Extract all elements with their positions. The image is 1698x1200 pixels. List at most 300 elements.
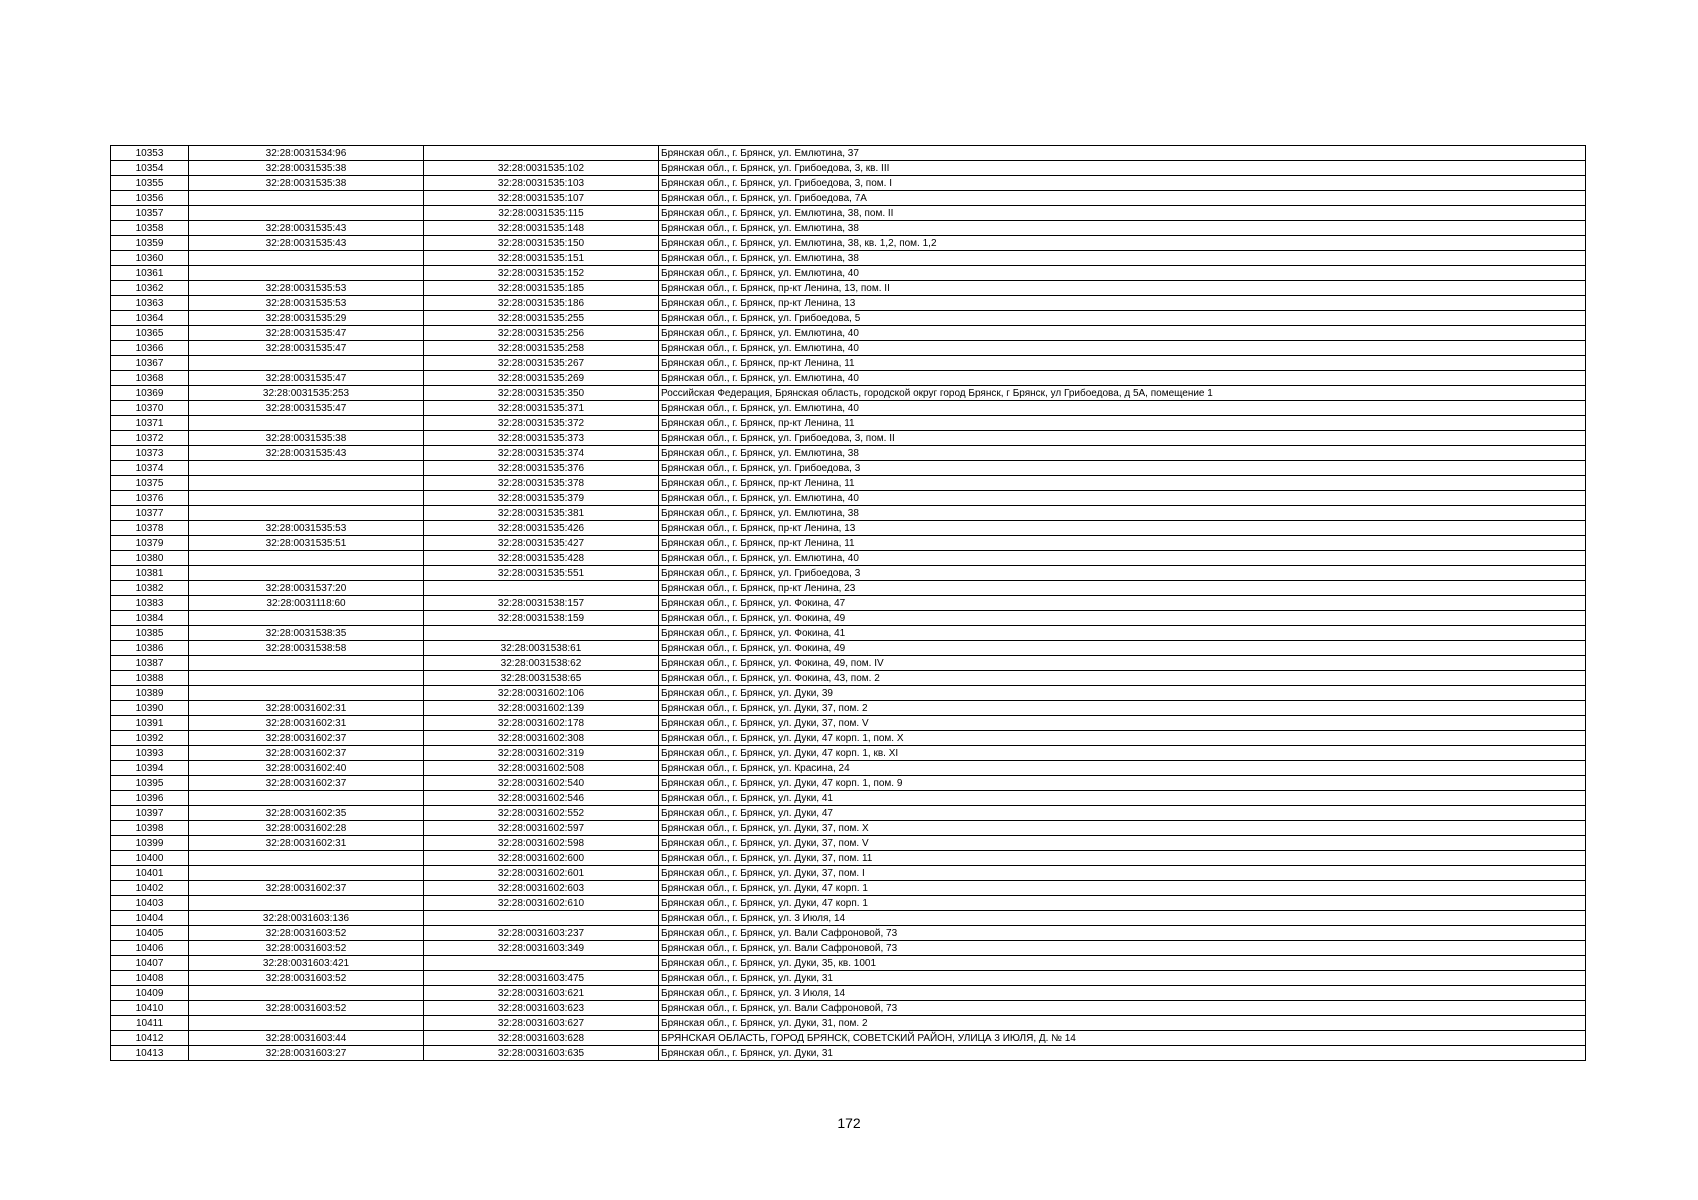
row-number-cell: 10356: [111, 191, 189, 206]
address-cell: Брянская обл., г. Брянск, ул. Емлютина, 38: [659, 446, 1586, 461]
object-cadastral-number-cell: 32:28:0031535:186: [424, 296, 659, 311]
object-cadastral-number-cell: 32:28:0031603:623: [424, 1001, 659, 1016]
object-cadastral-number-cell: 32:28:0031602:552: [424, 806, 659, 821]
address-cell: Брянская обл., г. Брянск, ул. Емлютина, 40: [659, 491, 1586, 506]
table-row: [111, 491, 1586, 506]
row-number-cell: 10359: [111, 236, 189, 251]
table-row: [111, 731, 1586, 746]
row-number-cell: 10382: [111, 581, 189, 596]
object-cadastral-number-cell: 32:28:0031538:159: [424, 611, 659, 626]
table-row: [111, 896, 1586, 911]
object-cadastral-number-cell: 32:28:0031535:428: [424, 551, 659, 566]
land-cadastral-number-cell: 32:28:0031602:35: [189, 806, 424, 821]
row-number-cell: 10376: [111, 491, 189, 506]
object-cadastral-number-cell: 32:28:0031603:621: [424, 986, 659, 1001]
row-number-cell: 10364: [111, 311, 189, 326]
row-number-cell: 10387: [111, 656, 189, 671]
land-cadastral-number-cell: 32:28:0031603:27: [189, 1046, 424, 1061]
row-number-cell: 10400: [111, 851, 189, 866]
land-cadastral-number-cell: 32:28:0031535:38: [189, 431, 424, 446]
table-row: [111, 446, 1586, 461]
object-cadastral-number-cell: 32:28:0031602:603: [424, 881, 659, 896]
row-number-cell: 10360: [111, 251, 189, 266]
address-cell: Брянская обл., г. Брянск, ул. Грибоедова, 3, пом. II: [659, 431, 1586, 446]
land-cadastral-number-cell: 32:28:0031535:53: [189, 281, 424, 296]
row-number-cell: 10384: [111, 611, 189, 626]
land-cadastral-number-cell: [189, 1016, 424, 1031]
land-cadastral-number-cell: 32:28:0031534:96: [189, 146, 424, 161]
table-row: [111, 296, 1586, 311]
object-cadastral-number-cell: 32:28:0031535:374: [424, 446, 659, 461]
row-number-cell: 10394: [111, 761, 189, 776]
table-row: [111, 596, 1586, 611]
land-cadastral-number-cell: 32:28:0031535:43: [189, 221, 424, 236]
row-number-cell: 10412: [111, 1031, 189, 1046]
row-number-cell: 10357: [111, 206, 189, 221]
row-number-cell: 10373: [111, 446, 189, 461]
land-cadastral-number-cell: [189, 866, 424, 881]
land-cadastral-number-cell: [189, 551, 424, 566]
address-cell: Брянская обл., г. Брянск, ул. Грибоедова, 3, пом. I: [659, 176, 1586, 191]
land-cadastral-number-cell: 32:28:0031538:58: [189, 641, 424, 656]
land-cadastral-number-cell: 32:28:0031538:35: [189, 626, 424, 641]
object-cadastral-number-cell: [424, 581, 659, 596]
address-cell: Российская Федерация, Брянская область, городской округ город Брянск, г Брянск, ул Грибоедова, д 5А, помещение 1: [659, 386, 1586, 401]
land-cadastral-number-cell: [189, 206, 424, 221]
table-row: [111, 581, 1586, 596]
land-cadastral-number-cell: [189, 566, 424, 581]
object-cadastral-number-cell: [424, 146, 659, 161]
address-cell: Брянская обл., г. Брянск, ул. Дуки, 37, пом. 11: [659, 851, 1586, 866]
object-cadastral-number-cell: 32:28:0031535:103: [424, 176, 659, 191]
table-row: [111, 956, 1586, 971]
table-row: [111, 911, 1586, 926]
table-row: [111, 626, 1586, 641]
row-number-cell: 10406: [111, 941, 189, 956]
table-row: [111, 776, 1586, 791]
table-row: [111, 881, 1586, 896]
land-cadastral-number-cell: 32:28:0031535:47: [189, 341, 424, 356]
land-cadastral-number-cell: 32:28:0031535:38: [189, 176, 424, 191]
object-cadastral-number-cell: [424, 911, 659, 926]
land-cadastral-number-cell: [189, 671, 424, 686]
object-cadastral-number-cell: 32:28:0031535:150: [424, 236, 659, 251]
object-cadastral-number-cell: 32:28:0031535:551: [424, 566, 659, 581]
table-row: [111, 476, 1586, 491]
row-number-cell: 10390: [111, 701, 189, 716]
land-cadastral-number-cell: 32:28:0031535:47: [189, 401, 424, 416]
object-cadastral-number-cell: 32:28:0031535:378: [424, 476, 659, 491]
object-cadastral-number-cell: 32:28:0031602:319: [424, 746, 659, 761]
table-row: [111, 401, 1586, 416]
land-cadastral-number-cell: 32:28:0031603:421: [189, 956, 424, 971]
row-number-cell: 10358: [111, 221, 189, 236]
address-cell: Брянская обл., г. Брянск, ул. Фокина, 49: [659, 641, 1586, 656]
object-cadastral-number-cell: 32:28:0031535:258: [424, 341, 659, 356]
address-cell: Брянская обл., г. Брянск, ул. Грибоедова, 3: [659, 566, 1586, 581]
land-cadastral-number-cell: 32:28:0031602:37: [189, 731, 424, 746]
table-row: [111, 791, 1586, 806]
address-cell: Брянская обл., г. Брянск, пр-кт Ленина, 11: [659, 536, 1586, 551]
address-cell: Брянская обл., г. Брянск, ул. Грибоедова, 3, кв. III: [659, 161, 1586, 176]
land-cadastral-number-cell: [189, 506, 424, 521]
object-cadastral-number-cell: 32:28:0031602:308: [424, 731, 659, 746]
address-cell: Брянская обл., г. Брянск, ул. Фокина, 43, пом. 2: [659, 671, 1586, 686]
address-cell: Брянская обл., г. Брянск, ул. Фокина, 49: [659, 611, 1586, 626]
land-cadastral-number-cell: 32:28:0031603:52: [189, 1001, 424, 1016]
table-row: [111, 461, 1586, 476]
address-cell: Брянская обл., г. Брянск, пр-кт Ленина, 13: [659, 296, 1586, 311]
table-row: [111, 416, 1586, 431]
address-cell: Брянская обл., г. Брянск, ул. Емлютина, 38, пом. II: [659, 206, 1586, 221]
table-row: [111, 1016, 1586, 1031]
object-cadastral-number-cell: 32:28:0031535:151: [424, 251, 659, 266]
row-number-cell: 10397: [111, 806, 189, 821]
address-cell: Брянская обл., г. Брянск, пр-кт Ленина, 13, пом. II: [659, 281, 1586, 296]
address-cell: Брянская обл., г. Брянск, ул. Фокина, 49, пом. IV: [659, 656, 1586, 671]
table-row: [111, 746, 1586, 761]
land-cadastral-number-cell: 32:28:0031603:44: [189, 1031, 424, 1046]
land-cadastral-number-cell: 32:28:0031535:253: [189, 386, 424, 401]
object-cadastral-number-cell: 32:28:0031538:62: [424, 656, 659, 671]
row-number-cell: 10402: [111, 881, 189, 896]
row-number-cell: 10370: [111, 401, 189, 416]
address-cell: Брянская обл., г. Брянск, ул. Грибоедова, 7А: [659, 191, 1586, 206]
address-cell: Брянская обл., г. Брянск, ул. Красина, 24: [659, 761, 1586, 776]
land-cadastral-number-cell: [189, 851, 424, 866]
land-cadastral-number-cell: 32:28:0031535:47: [189, 326, 424, 341]
table-row: [111, 686, 1586, 701]
address-cell: Брянская обл., г. Брянск, ул. Дуки, 37, пом. X: [659, 821, 1586, 836]
row-number-cell: 10381: [111, 566, 189, 581]
address-cell: Брянская обл., г. Брянск, ул. Емлютина, 37: [659, 146, 1586, 161]
object-cadastral-number-cell: 32:28:0031602:600: [424, 851, 659, 866]
address-cell: Брянская обл., г. Брянск, ул. Дуки, 41: [659, 791, 1586, 806]
land-cadastral-number-cell: 32:28:0031603:52: [189, 941, 424, 956]
land-cadastral-number-cell: 32:28:0031602:40: [189, 761, 424, 776]
object-cadastral-number-cell: 32:28:0031602:610: [424, 896, 659, 911]
object-cadastral-number-cell: 32:28:0031535:115: [424, 206, 659, 221]
object-cadastral-number-cell: 32:28:0031602:178: [424, 716, 659, 731]
table-row: [111, 941, 1586, 956]
table-row: [111, 326, 1586, 341]
row-number-cell: 10372: [111, 431, 189, 446]
table-row: [111, 656, 1586, 671]
table-row: [111, 191, 1586, 206]
address-cell: Брянская обл., г. Брянск, ул. Дуки, 47 корп. 1: [659, 881, 1586, 896]
table-row: [111, 1031, 1586, 1046]
table-row: [111, 701, 1586, 716]
row-number-cell: 10374: [111, 461, 189, 476]
land-cadastral-number-cell: [189, 476, 424, 491]
object-cadastral-number-cell: 32:28:0031535:373: [424, 431, 659, 446]
row-number-cell: 10401: [111, 866, 189, 881]
table-row: [111, 761, 1586, 776]
registry-table-body: [111, 146, 1586, 1061]
address-cell: Брянская обл., г. Брянск, ул. Вали Сафроновой, 73: [659, 926, 1586, 941]
row-number-cell: 10407: [111, 956, 189, 971]
address-cell: Брянская обл., г. Брянск, ул. Емлютина, 40: [659, 326, 1586, 341]
object-cadastral-number-cell: 32:28:0031538:65: [424, 671, 659, 686]
land-cadastral-number-cell: 32:28:0031603:136: [189, 911, 424, 926]
land-cadastral-number-cell: 32:28:0031535:53: [189, 521, 424, 536]
address-cell: Брянская обл., г. Брянск, ул. Фокина, 47: [659, 596, 1586, 611]
address-cell: Брянская обл., г. Брянск, пр-кт Ленина, 11: [659, 476, 1586, 491]
row-number-cell: 10354: [111, 161, 189, 176]
object-cadastral-number-cell: 32:28:0031535:426: [424, 521, 659, 536]
land-cadastral-number-cell: [189, 611, 424, 626]
land-cadastral-number-cell: 32:28:0031118:60: [189, 596, 424, 611]
address-cell: Брянская обл., г. Брянск, ул. Емлютина, 40: [659, 401, 1586, 416]
address-cell: Брянская обл., г. Брянск, ул. 3 Июля, 14: [659, 986, 1586, 1001]
table-row: [111, 356, 1586, 371]
address-cell: Брянская обл., г. Брянск, ул. Фокина, 41: [659, 626, 1586, 641]
address-cell: Брянская обл., г. Брянск, ул. Дуки, 37, пом. V: [659, 716, 1586, 731]
object-cadastral-number-cell: 32:28:0031535:107: [424, 191, 659, 206]
object-cadastral-number-cell: 32:28:0031535:148: [424, 221, 659, 236]
row-number-cell: 10355: [111, 176, 189, 191]
table-row: [111, 236, 1586, 251]
row-number-cell: 10409: [111, 986, 189, 1001]
address-cell: Брянская обл., г. Брянск, ул. Вали Сафроновой, 73: [659, 941, 1586, 956]
land-cadastral-number-cell: [189, 416, 424, 431]
row-number-cell: 10404: [111, 911, 189, 926]
object-cadastral-number-cell: 32:28:0031602:508: [424, 761, 659, 776]
row-number-cell: 10386: [111, 641, 189, 656]
table-row: [111, 431, 1586, 446]
land-cadastral-number-cell: 32:28:0031602:31: [189, 701, 424, 716]
row-number-cell: 10377: [111, 506, 189, 521]
address-cell: Брянская обл., г. Брянск, ул. Дуки, 37, пом. 2: [659, 701, 1586, 716]
row-number-cell: 10396: [111, 791, 189, 806]
row-number-cell: 10366: [111, 341, 189, 356]
table-row: [111, 506, 1586, 521]
address-cell: Брянская обл., г. Брянск, ул. Емлютина, 40: [659, 341, 1586, 356]
object-cadastral-number-cell: 32:28:0031602:106: [424, 686, 659, 701]
table-row: [111, 311, 1586, 326]
row-number-cell: 10410: [111, 1001, 189, 1016]
address-cell: Брянская обл., г. Брянск, ул. Дуки, 47: [659, 806, 1586, 821]
land-cadastral-number-cell: 32:28:0031537:20: [189, 581, 424, 596]
table-row: [111, 221, 1586, 236]
object-cadastral-number-cell: 32:28:0031535:372: [424, 416, 659, 431]
address-cell: Брянская обл., г. Брянск, ул. Вали Сафроновой, 73: [659, 1001, 1586, 1016]
table-row: [111, 806, 1586, 821]
address-cell: Брянская обл., г. Брянск, ул. Дуки, 47 корп. 1, пом. 9: [659, 776, 1586, 791]
row-number-cell: 10392: [111, 731, 189, 746]
row-number-cell: 10379: [111, 536, 189, 551]
address-cell: Брянская обл., г. Брянск, пр-кт Ленина, 13: [659, 521, 1586, 536]
row-number-cell: 10380: [111, 551, 189, 566]
address-cell: Брянская обл., г. Брянск, ул. Емлютина, 38: [659, 251, 1586, 266]
address-cell: Брянская обл., г. Брянск, ул. 3 Июля, 14: [659, 911, 1586, 926]
row-number-cell: 10365: [111, 326, 189, 341]
land-cadastral-number-cell: [189, 266, 424, 281]
table-row: [111, 611, 1586, 626]
object-cadastral-number-cell: 32:28:0031535:381: [424, 506, 659, 521]
land-cadastral-number-cell: [189, 686, 424, 701]
land-cadastral-number-cell: [189, 896, 424, 911]
object-cadastral-number-cell: 32:28:0031602:546: [424, 791, 659, 806]
address-cell: Брянская обл., г. Брянск, ул. Дуки, 47 корп. 1, кв. XI: [659, 746, 1586, 761]
address-cell: Брянская обл., г. Брянск, ул. Грибоедова, 3: [659, 461, 1586, 476]
address-cell: Брянская обл., г. Брянск, ул. Емлютина, 40: [659, 371, 1586, 386]
address-cell: Брянская обл., г. Брянск, пр-кт Ленина, 11: [659, 416, 1586, 431]
table-row: [111, 821, 1586, 836]
address-cell: Брянская обл., г. Брянск, ул. Емлютина, 38, кв. 1,2, пом. 1,2: [659, 236, 1586, 251]
object-cadastral-number-cell: 32:28:0031602:139: [424, 701, 659, 716]
address-cell: Брянская обл., г. Брянск, ул. Емлютина, 40: [659, 551, 1586, 566]
address-cell: Брянская обл., г. Брянск, ул. Дуки, 37, пом. V: [659, 836, 1586, 851]
object-cadastral-number-cell: 32:28:0031603:349: [424, 941, 659, 956]
object-cadastral-number-cell: 32:28:0031535:376: [424, 461, 659, 476]
object-cadastral-number-cell: 32:28:0031535:255: [424, 311, 659, 326]
table-row: [111, 671, 1586, 686]
table-row: [111, 161, 1586, 176]
object-cadastral-number-cell: 32:28:0031603:628: [424, 1031, 659, 1046]
table-row: [111, 176, 1586, 191]
object-cadastral-number-cell: 32:28:0031603:627: [424, 1016, 659, 1031]
row-number-cell: 10383: [111, 596, 189, 611]
object-cadastral-number-cell: 32:28:0031535:152: [424, 266, 659, 281]
table-row: [111, 851, 1586, 866]
object-cadastral-number-cell: 32:28:0031535:256: [424, 326, 659, 341]
row-number-cell: 10399: [111, 836, 189, 851]
land-cadastral-number-cell: 32:28:0031535:38: [189, 161, 424, 176]
address-cell: Брянская обл., г. Брянск, ул. Дуки, 37, пом. I: [659, 866, 1586, 881]
row-number-cell: 10389: [111, 686, 189, 701]
object-cadastral-number-cell: 32:28:0031535:350: [424, 386, 659, 401]
object-cadastral-number-cell: [424, 956, 659, 971]
land-cadastral-number-cell: [189, 986, 424, 1001]
address-cell: БРЯНСКАЯ ОБЛАСТЬ, ГОРОД БРЯНСК, СОВЕТСКИЙ РАЙОН, УЛИЦА 3 ИЮЛЯ, Д. № 14: [659, 1031, 1586, 1046]
land-cadastral-number-cell: 32:28:0031602:31: [189, 716, 424, 731]
address-cell: Брянская обл., г. Брянск, ул. Емлютина, 40: [659, 266, 1586, 281]
object-cadastral-number-cell: 32:28:0031538:61: [424, 641, 659, 656]
table-row: [111, 521, 1586, 536]
row-number-cell: 10398: [111, 821, 189, 836]
row-number-cell: 10363: [111, 296, 189, 311]
table-row: [111, 371, 1586, 386]
address-cell: Брянская обл., г. Брянск, ул. Дуки, 31: [659, 971, 1586, 986]
object-cadastral-number-cell: 32:28:0031535:379: [424, 491, 659, 506]
land-cadastral-number-cell: 32:28:0031602:31: [189, 836, 424, 851]
land-cadastral-number-cell: 32:28:0031603:52: [189, 926, 424, 941]
table-row: [111, 341, 1586, 356]
table-row: [111, 1001, 1586, 1016]
row-number-cell: 10388: [111, 671, 189, 686]
land-cadastral-number-cell: [189, 191, 424, 206]
land-cadastral-number-cell: 32:28:0031535:51: [189, 536, 424, 551]
land-cadastral-number-cell: 32:28:0031535:53: [189, 296, 424, 311]
table-row: [111, 536, 1586, 551]
address-cell: Брянская обл., г. Брянск, пр-кт Ленина, 23: [659, 581, 1586, 596]
land-cadastral-number-cell: 32:28:0031535:47: [189, 371, 424, 386]
land-cadastral-number-cell: 32:28:0031535:43: [189, 236, 424, 251]
object-cadastral-number-cell: 32:28:0031535:267: [424, 356, 659, 371]
table-row: [111, 986, 1586, 1001]
object-cadastral-number-cell: 32:28:0031538:157: [424, 596, 659, 611]
land-cadastral-number-cell: 32:28:0031602:28: [189, 821, 424, 836]
table-row: [111, 281, 1586, 296]
table-row: [111, 971, 1586, 986]
page-number: 172: [837, 1115, 861, 1131]
row-number-cell: 10353: [111, 146, 189, 161]
table-row: [111, 146, 1586, 161]
land-cadastral-number-cell: 32:28:0031535:29: [189, 311, 424, 326]
land-cadastral-number-cell: 32:28:0031603:52: [189, 971, 424, 986]
address-cell: Брянская обл., г. Брянск, ул. Грибоедова, 5: [659, 311, 1586, 326]
object-cadastral-number-cell: 32:28:0031535:102: [424, 161, 659, 176]
land-cadastral-number-cell: [189, 356, 424, 371]
row-number-cell: 10375: [111, 476, 189, 491]
land-cadastral-number-cell: [189, 491, 424, 506]
row-number-cell: 10371: [111, 416, 189, 431]
object-cadastral-number-cell: 32:28:0031602:597: [424, 821, 659, 836]
table-row: [111, 836, 1586, 851]
row-number-cell: 10385: [111, 626, 189, 641]
address-cell: Брянская обл., г. Брянск, ул. Дуки, 39: [659, 686, 1586, 701]
address-cell: Брянская обл., г. Брянск, ул. Емлютина, 38: [659, 506, 1586, 521]
row-number-cell: 10368: [111, 371, 189, 386]
row-number-cell: 10408: [111, 971, 189, 986]
object-cadastral-number-cell: 32:28:0031535:427: [424, 536, 659, 551]
table-row: [111, 641, 1586, 656]
object-cadastral-number-cell: 32:28:0031603:475: [424, 971, 659, 986]
land-cadastral-number-cell: [189, 656, 424, 671]
address-cell: Брянская обл., г. Брянск, ул. Дуки, 31, пом. 2: [659, 1016, 1586, 1031]
object-cadastral-number-cell: 32:28:0031535:371: [424, 401, 659, 416]
address-cell: Брянская обл., г. Брянск, пр-кт Ленина, 11: [659, 356, 1586, 371]
object-cadastral-number-cell: 32:28:0031602:601: [424, 866, 659, 881]
table-row: [111, 251, 1586, 266]
address-cell: Брянская обл., г. Брянск, ул. Дуки, 47 корп. 1: [659, 896, 1586, 911]
row-number-cell: 10391: [111, 716, 189, 731]
table-row: [111, 551, 1586, 566]
address-cell: Брянская обл., г. Брянск, ул. Дуки, 35, кв. 1001: [659, 956, 1586, 971]
land-cadastral-number-cell: 32:28:0031602:37: [189, 746, 424, 761]
table-row: [111, 926, 1586, 941]
table-row: [111, 386, 1586, 401]
table-row: [111, 866, 1586, 881]
row-number-cell: 10361: [111, 266, 189, 281]
object-cadastral-number-cell: 32:28:0031535:185: [424, 281, 659, 296]
table-row: [111, 1046, 1586, 1061]
land-cadastral-number-cell: 32:28:0031602:37: [189, 881, 424, 896]
object-cadastral-number-cell: 32:28:0031603:635: [424, 1046, 659, 1061]
row-number-cell: 10405: [111, 926, 189, 941]
object-cadastral-number-cell: 32:28:0031602:540: [424, 776, 659, 791]
land-cadastral-number-cell: 32:28:0031535:43: [189, 446, 424, 461]
land-cadastral-number-cell: [189, 251, 424, 266]
address-cell: Брянская обл., г. Брянск, ул. Дуки, 47 корп. 1, пом. X: [659, 731, 1586, 746]
row-number-cell: 10362: [111, 281, 189, 296]
address-cell: Брянская обл., г. Брянск, ул. Дуки, 31: [659, 1046, 1586, 1061]
object-cadastral-number-cell: 32:28:0031535:269: [424, 371, 659, 386]
object-cadastral-number-cell: [424, 626, 659, 641]
row-number-cell: 10395: [111, 776, 189, 791]
row-number-cell: 10378: [111, 521, 189, 536]
table-row: [111, 716, 1586, 731]
land-cadastral-number-cell: [189, 461, 424, 476]
land-cadastral-number-cell: 32:28:0031602:37: [189, 776, 424, 791]
row-number-cell: 10367: [111, 356, 189, 371]
object-cadastral-number-cell: 32:28:0031603:237: [424, 926, 659, 941]
row-number-cell: 10403: [111, 896, 189, 911]
object-cadastral-number-cell: 32:28:0031602:598: [424, 836, 659, 851]
table-row: [111, 266, 1586, 281]
registry-table: [110, 145, 1586, 1061]
